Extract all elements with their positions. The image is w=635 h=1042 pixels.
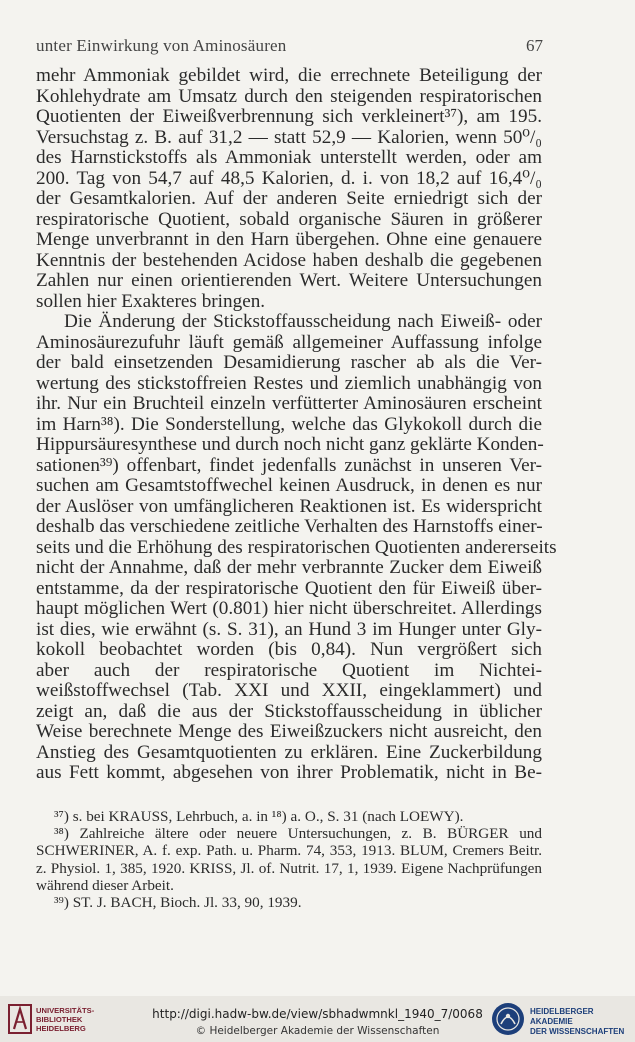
body-line: aus Fett kommt, abgesehen von ihrer Problematik, nicht in Be- <box>36 762 542 783</box>
body-line: ihr. Nur ein Bruchteil einzeln verfütterter Aminosäuren erscheint <box>36 393 542 414</box>
page-number: 67 <box>526 36 543 55</box>
body-line: nicht der Annahme, daß der mehr verbrannte Zucker dem Eiweiß <box>36 557 542 578</box>
body-line: respiratorische Quotient, sobald organische Säuren in größerer <box>36 208 542 230</box>
body-line: der Auslöser von umfänglicheren Reaktionen ist. Es widerspricht <box>36 495 542 517</box>
footnotes <box>36 808 542 911</box>
body-line: Kohlehydrate am Umsatz durch den steigenden respiratorischen <box>36 85 542 107</box>
body-line: sollen hier Exakteres bringen. <box>36 290 266 312</box>
body-line: Quotienten der Eiweißverbrennung sich verkleinert³⁷), am 195. <box>36 106 542 127</box>
footnote-line: SCHWERINER, A. f. exp. Path. u. Pharm. 74, 353, 1913. BLUM, Cremers Beitr. <box>36 842 542 860</box>
body-line: suchen am Gesamtstoffwechel keinen Ausdruck, in denen es nur <box>36 475 542 496</box>
library-name-line: UNIVERSITÄTS- <box>36 1006 95 1015</box>
body-line: aber auch der respiratorische Quotient im Nichtei- <box>36 659 542 681</box>
body-line: ist dies, wie erwähnt (s. S. 31), an Hund 3 im Hunger unter Gly- <box>36 618 542 640</box>
body-line: der Gesamtkalorien. Auf der anderen Seite erniedrigt sich der <box>36 188 542 209</box>
body-line: deshalb das verschiedene zeitliche Verhalten des Harnstoffs einer- <box>36 516 543 537</box>
body-text <box>36 65 557 784</box>
body-line: mehr Ammoniak gebildet wird, die errechnete Beteiligung der <box>36 65 542 86</box>
library-name-line: BIBLIOTHEK <box>36 1015 83 1024</box>
body-line: sationen³⁹) offenbart, findet jedenfalls zunächst in unseren Ver- <box>36 454 542 476</box>
footnote-line: z. Physiol. 1, 385, 1920. KRISS, Jl. of. Nutrit. 17, 1, 1939. Eigene Nachprüfungen <box>36 859 542 877</box>
body-line: zeigt an, daß die aus der Stickstoffausscheidung in üblicher <box>36 700 542 722</box>
body-line: kokoll beobachtet worden (bis 0,84). Nun vergrößert sich <box>36 639 542 660</box>
body-line: Versuchstag z. B. auf 31,2 — statt 52,9 — Kalorien, wenn 50⁰/₀ <box>36 126 542 148</box>
library-name-line: HEIDELBERG <box>36 1024 86 1033</box>
body-line: Hippursäuresynthese und durch noch nicht ganz geklärte Konden- <box>36 434 544 455</box>
body-line: 200. Tag von 54,7 auf 48,5 Kalorien, d. i. von 18,2 auf 16,4⁰/₀ <box>36 167 542 189</box>
body-line: Aminosäurezufuhr läuft gemäß allgemeiner Auffassung infolge <box>36 331 542 353</box>
body-line: entstamme, da der respiratorische Quotient den für Eiweiß über- <box>36 577 542 599</box>
body-line: des Harnstickstoffs als Ammoniak unterstellt werden, oder am <box>36 147 542 168</box>
body-line: der bald einsetzenden Desamidierung rascher ab als die Ver- <box>36 352 542 373</box>
body-line: Weise berechnete Menge des Eiweißzuckers nicht ausreicht, den <box>36 721 542 742</box>
academy-logo-icon <box>491 1002 525 1041</box>
footnote-line: ³⁹) ST. J. BACH, Bioch. Jl. 33, 90, 1939. <box>54 894 302 912</box>
body-line: weißstoffwechsel (Tab. XXI und XXII, eingeklammert) und <box>36 680 542 701</box>
copyright-notice: © Heidelberger Akademie der Wissenschaften <box>195 1025 440 1037</box>
body-line: wertung des stickstoffreien Restes und ziemlich unabhängig von <box>36 372 542 394</box>
running-head: unter Einwirkung von Aminosäuren <box>36 36 287 55</box>
footnote-line: ³⁷) s. bei KRAUSS, Lehrbuch, a. in ¹⁸) a. O., S. 31 (nach LOEWY). <box>54 808 464 825</box>
body-line: seits und die Erhöhung des respiratorischen Quotienten andererseits <box>36 536 557 558</box>
body-line: Menge unverbrannt in den Harn übergehen. Ohne eine genauere <box>36 229 542 250</box>
body-line: Kenntnis der bestehenden Acidose haben deshalb die gegebenen <box>36 249 542 271</box>
body-line: Zahlen nur einen orientierenden Wert. Weitere Untersuchungen <box>36 270 542 291</box>
academy-name-line: DER WISSENSCHAFTEN <box>530 1027 625 1036</box>
academy-name-line: HEIDELBERGER AKADEMIE <box>530 1007 594 1026</box>
footer-bar <box>0 996 635 1042</box>
academy-name <box>530 1007 635 1037</box>
footnote-line: während dieser Arbeit. <box>36 876 174 894</box>
source-url-link[interactable]: http://digi.hadw-bw.de/view/sbhadwmnkl_1940_7/0068 <box>152 1007 483 1021</box>
body-line: haupt möglichen Wert (0.801) hier nicht überschreitet. Allerdings <box>36 598 542 619</box>
footnote-line: ³⁸) Zahlreiche ältere oder neuere Untersuchungen, z. B. BÜRGER und <box>54 825 542 843</box>
body-line: Die Änderung der Stickstoffausscheidung nach Eiweiß- oder <box>64 311 542 332</box>
body-line: im Harn³⁸). Die Sonderstellung, welche das Glykokoll durch die <box>36 413 542 435</box>
body-line: Anstieg des Gesamtquotienten zu erklären. Eine Zuckerbildung <box>36 741 542 763</box>
